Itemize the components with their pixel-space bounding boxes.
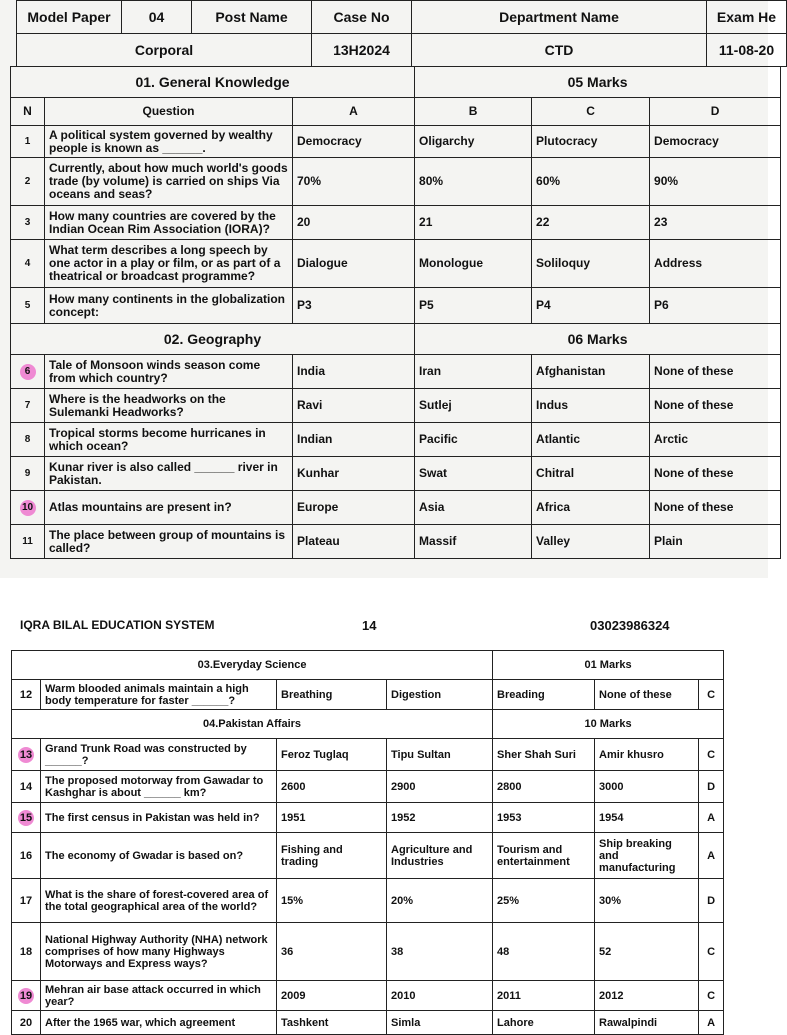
- question-number: 5: [11, 288, 45, 324]
- question-number: 20: [12, 1011, 41, 1035]
- case-no-value: 13H2024: [312, 34, 412, 67]
- option-c: Soliloquy: [532, 240, 650, 288]
- question-number: 4: [11, 240, 45, 288]
- option-b: Simla: [387, 1011, 493, 1035]
- option-c: 25%: [493, 879, 595, 923]
- header-label-exam: Exam He: [707, 1, 787, 34]
- highlight-mark: 15: [19, 811, 33, 824]
- option-a: 20: [293, 206, 415, 240]
- option-b: Digestion: [387, 680, 493, 710]
- section-title-general-knowledge: 01. General Knowledge: [11, 67, 415, 98]
- answer-key: A: [699, 1011, 724, 1035]
- option-c: Plutocracy: [532, 126, 650, 158]
- table-row: [12, 803, 724, 833]
- section-marks-everyday-science: 01 Marks: [493, 651, 724, 680]
- option-c: Chitral: [532, 457, 650, 491]
- table-row: [11, 389, 781, 423]
- option-b: 20%: [387, 879, 493, 923]
- header-label-post-name: Post Name: [192, 1, 312, 34]
- answer-key: A: [699, 803, 724, 833]
- option-a: 15%: [277, 879, 387, 923]
- option-d: None of these: [650, 355, 781, 389]
- option-c: 48: [493, 923, 595, 981]
- column-header-b: B: [415, 98, 532, 126]
- option-a: 2600: [277, 771, 387, 803]
- question-number: [12, 803, 41, 833]
- option-d: 52: [595, 923, 699, 981]
- option-d: 90%: [650, 158, 781, 206]
- question-number: 17: [12, 879, 41, 923]
- option-d: P6: [650, 288, 781, 324]
- question-number: [12, 981, 41, 1011]
- option-b: Asia: [415, 491, 532, 525]
- column-header-a: A: [293, 98, 415, 126]
- option-c: 1953: [493, 803, 595, 833]
- table-row: [12, 739, 724, 771]
- option-a: 70%: [293, 158, 415, 206]
- column-header-question: Question: [45, 98, 293, 126]
- answer-key: A: [699, 833, 724, 879]
- question-text: Where is the headworks on the Sulemanki Headworks?: [45, 389, 293, 423]
- option-b: 2900: [387, 771, 493, 803]
- column-header-c: C: [532, 98, 650, 126]
- option-a: Tashkent: [277, 1011, 387, 1035]
- exam-date-value: 11-08-20: [707, 34, 787, 67]
- question-number: 7: [11, 389, 45, 423]
- question-text: The place between group of mountains is called?: [45, 525, 293, 559]
- post-name-value: Corporal: [17, 34, 312, 67]
- section-title-everyday-science: 03.Everyday Science: [12, 651, 493, 680]
- table-row: [11, 126, 781, 158]
- question-text: The first census in Pakistan was held in?: [41, 803, 277, 833]
- option-b: Swat: [415, 457, 532, 491]
- exam-paper-page-2: [0, 600, 768, 1029]
- question-text: The proposed motorway from Gawadar to Kashghar is about ______ km?: [41, 771, 277, 803]
- option-a: Kunhar: [293, 457, 415, 491]
- header-label-model-paper: Model Paper: [17, 1, 122, 34]
- question-text: What term describes a long speech by one actor in a play or film, or as part of a theatrical or broadcast programme?: [45, 240, 293, 288]
- option-b: Sutlej: [415, 389, 532, 423]
- option-c: Africa: [532, 491, 650, 525]
- column-header-d: D: [650, 98, 781, 126]
- option-b: 80%: [415, 158, 532, 206]
- question-text: How many countries are covered by the Indian Ocean Rim Association (IORA)?: [45, 206, 293, 240]
- question-number: [11, 491, 45, 525]
- questions-table-2: [11, 650, 724, 1035]
- question-text: Kunar river is also called ______ river in Pakistan.: [45, 457, 293, 491]
- option-d: Plain: [650, 525, 781, 559]
- option-b: Monologue: [415, 240, 532, 288]
- highlight-mark: 13: [19, 748, 33, 761]
- option-c: Lahore: [493, 1011, 595, 1035]
- question-number: 3: [11, 206, 45, 240]
- table-row: [12, 981, 724, 1011]
- question-text: The economy of Gwadar is based on?: [41, 833, 277, 879]
- option-c: 60%: [532, 158, 650, 206]
- option-d: None of these: [650, 457, 781, 491]
- header-table: [16, 0, 787, 67]
- option-d: Arctic: [650, 423, 781, 457]
- table-row: [11, 423, 781, 457]
- header-label-paper-number: 04: [122, 1, 192, 34]
- option-c: Atlantic: [532, 423, 650, 457]
- highlight-mark: 19: [19, 989, 33, 1002]
- question-number: 18: [12, 923, 41, 981]
- option-d: 30%: [595, 879, 699, 923]
- question-text: Tropical storms become hurricanes in which ocean?: [45, 423, 293, 457]
- table-row: [11, 158, 781, 206]
- option-b: Iran: [415, 355, 532, 389]
- answer-key: C: [699, 739, 724, 771]
- option-b: Oligarchy: [415, 126, 532, 158]
- question-text: Atlas mountains are present in?: [45, 491, 293, 525]
- table-row: [11, 457, 781, 491]
- question-number: 12: [12, 680, 41, 710]
- option-a: Europe: [293, 491, 415, 525]
- question-number: [11, 355, 45, 389]
- question-number: 8: [11, 423, 45, 457]
- option-d: Rawalpindi: [595, 1011, 699, 1035]
- section-marks-pakistan-affairs: 10 Marks: [493, 710, 724, 739]
- answer-key: C: [699, 680, 724, 710]
- question-text: Grand Trunk Road was constructed by ______?: [41, 739, 277, 771]
- table-row: [11, 240, 781, 288]
- table-row: [11, 206, 781, 240]
- answer-key: D: [699, 879, 724, 923]
- table-row: [12, 923, 724, 981]
- page-number: 14: [362, 618, 377, 633]
- option-d: Amir khusro: [595, 739, 699, 771]
- questions-table-1: [10, 66, 781, 559]
- option-b: Tipu Sultan: [387, 739, 493, 771]
- option-d: None of these: [650, 491, 781, 525]
- section-title-geography: 02. Geography: [11, 324, 415, 355]
- option-c: 2011: [493, 981, 595, 1011]
- option-a: India: [293, 355, 415, 389]
- option-a: Breathing: [277, 680, 387, 710]
- table-row: [12, 1011, 724, 1035]
- option-d: 2012: [595, 981, 699, 1011]
- department-value: CTD: [412, 34, 707, 67]
- option-a: Indian: [293, 423, 415, 457]
- option-c: Tourism and entertainment: [493, 833, 595, 879]
- option-a: Plateau: [293, 525, 415, 559]
- option-a: 36: [277, 923, 387, 981]
- option-c: Indus: [532, 389, 650, 423]
- header-label-department: Department Name: [412, 1, 707, 34]
- question-text: Warm blooded animals maintain a high body temperature for faster ______?: [41, 680, 277, 710]
- option-c: Valley: [532, 525, 650, 559]
- question-text: Currently, about how much world's goods trade (by volume) is carried on ships Via oceans and seas?: [45, 158, 293, 206]
- option-d: 23: [650, 206, 781, 240]
- table-row: [12, 680, 724, 710]
- question-number: 2: [11, 158, 45, 206]
- option-a: Dialogue: [293, 240, 415, 288]
- column-header-n: N: [11, 98, 45, 126]
- highlight-mark: 10: [20, 500, 36, 516]
- option-a: Democracy: [293, 126, 415, 158]
- question-number: [12, 739, 41, 771]
- header-label-case-no: Case No: [312, 1, 412, 34]
- option-a: Ravi: [293, 389, 415, 423]
- option-b: Agriculture and Industries: [387, 833, 493, 879]
- option-d: Ship breaking and manufacturing: [595, 833, 699, 879]
- question-number: 14: [12, 771, 41, 803]
- question-text: After the 1965 war, which agreement: [41, 1011, 277, 1035]
- option-b: 38: [387, 923, 493, 981]
- option-d: None of these: [650, 389, 781, 423]
- section-marks-geography: 06 Marks: [415, 324, 781, 355]
- option-a: Fishing and trading: [277, 833, 387, 879]
- option-b: 2010: [387, 981, 493, 1011]
- option-d: Address: [650, 240, 781, 288]
- option-d: 1954: [595, 803, 699, 833]
- section-title-pakistan-affairs: 04.Pakistan Affairs: [12, 710, 493, 739]
- question-number: 9: [11, 457, 45, 491]
- option-b: 21: [415, 206, 532, 240]
- answer-key: C: [699, 923, 724, 981]
- section-marks-general-knowledge: 05 Marks: [415, 67, 781, 98]
- option-c: 22: [532, 206, 650, 240]
- option-c: Afghanistan: [532, 355, 650, 389]
- question-text: National Highway Authority (NHA) network comprises of how many Highways Motorways and Express ways?: [41, 923, 277, 981]
- question-number: 1: [11, 126, 45, 158]
- question-number: 16: [12, 833, 41, 879]
- question-text: A political system governed by wealthy people is known as ______.: [45, 126, 293, 158]
- question-number: 11: [11, 525, 45, 559]
- option-b: 1952: [387, 803, 493, 833]
- table-row: [12, 879, 724, 923]
- option-c: Sher Shah Suri: [493, 739, 595, 771]
- question-text: What is the share of forest-covered area of the total geographical area of the world?: [41, 879, 277, 923]
- question-text: Mehran air base attack occurred in which year?: [41, 981, 277, 1011]
- option-d: Democracy: [650, 126, 781, 158]
- highlight-mark: 6: [20, 364, 36, 380]
- option-c: Breading: [493, 680, 595, 710]
- contact-number: 03023986324: [590, 618, 670, 633]
- option-d: None of these: [595, 680, 699, 710]
- answer-key: D: [699, 771, 724, 803]
- option-b: P5: [415, 288, 532, 324]
- organization-name: IQRA BILAL EDUCATION SYSTEM: [20, 618, 215, 632]
- table-row: [11, 288, 781, 324]
- option-d: 3000: [595, 771, 699, 803]
- option-a: Feroz Tuglaq: [277, 739, 387, 771]
- option-a: 2009: [277, 981, 387, 1011]
- option-b: Massif: [415, 525, 532, 559]
- table-row: [12, 833, 724, 879]
- table-row: [11, 491, 781, 525]
- option-b: Pacific: [415, 423, 532, 457]
- question-text: How many continents in the globalization concept:: [45, 288, 293, 324]
- question-text: Tale of Monsoon winds season come from which country?: [45, 355, 293, 389]
- option-a: P3: [293, 288, 415, 324]
- table-row: [11, 355, 781, 389]
- table-row: [11, 525, 781, 559]
- option-a: 1951: [277, 803, 387, 833]
- option-c: 2800: [493, 771, 595, 803]
- answer-key: C: [699, 981, 724, 1011]
- table-row: [12, 771, 724, 803]
- option-c: P4: [532, 288, 650, 324]
